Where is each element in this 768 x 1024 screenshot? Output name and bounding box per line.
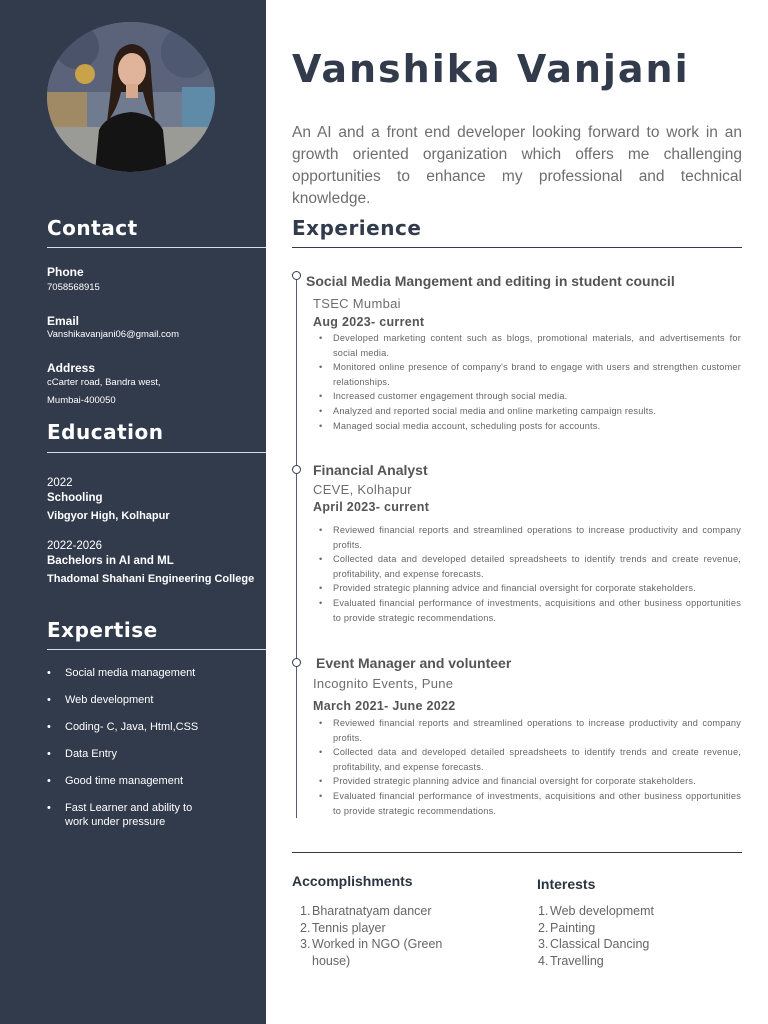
job-bullet: • Developed marketing content such as blogs, promotional materials, and advertisements for social media. [313, 331, 741, 360]
job-title: Financial Analyst [313, 462, 428, 478]
interests-heading: Interests [537, 876, 596, 892]
address-line-1: cCarter road, Bandra west, [47, 377, 161, 388]
job-date: Aug 2023- current [313, 315, 425, 329]
job-bullet: • Increased customer engagement through social media. [313, 389, 741, 404]
accomplishment-item [292, 903, 467, 920]
sidebar [0, 0, 266, 1024]
job-organization: CEVE, Kolhapur [313, 482, 412, 497]
accomplishment-item [292, 936, 467, 969]
list-number: 1. [300, 904, 311, 918]
accomplishment-text: Bharatnatyam dancer [312, 904, 432, 918]
job-title: Social Media Mangement and editing in student council [306, 273, 675, 289]
interest-text: Web developmemt [550, 904, 654, 918]
education-year: 2022 [47, 477, 73, 489]
list-number: 1. [538, 904, 549, 918]
interest-text: Classical Dancing [550, 937, 650, 952]
experience-divider [292, 247, 742, 248]
expertise-item: • Web development [47, 693, 257, 707]
address-label: Address [47, 361, 96, 375]
education-degree: Schooling [47, 492, 103, 504]
expertise-list [47, 666, 257, 829]
job-bullet: • Reviewed financial reports and streamlined operations to increase productivity and company profits. [313, 716, 741, 745]
interest-text: Painting [550, 920, 596, 935]
bottom-divider [292, 852, 742, 853]
job-bullet: • Analyzed and reported social media and online marketing campaign results. [313, 404, 741, 419]
education-divider [47, 452, 266, 453]
list-number: 4. [538, 953, 549, 968]
interest-item [530, 920, 730, 937]
education-degree: Bachelors in AI and ML [47, 555, 174, 567]
expertise-heading: Expertise [47, 618, 158, 642]
expertise-item: • Good time management [47, 774, 257, 788]
accomplishments-list [292, 903, 467, 969]
interest-item [530, 903, 730, 920]
phone-value: 7058568915 [47, 282, 100, 293]
timeline-dot [292, 465, 301, 474]
experience-heading: Experience [292, 216, 422, 240]
expertise-item: • Data Entry [47, 747, 257, 761]
job-bullets [313, 716, 741, 818]
job-date: April 2023- current [313, 500, 430, 514]
education-school: Thadomal Shahani Engineering College [47, 573, 255, 585]
profile-photo [47, 22, 215, 172]
candidate-name: Vanshika Vanjani [292, 47, 690, 91]
email-value: Vanshikavanjani06@gmail.com [47, 329, 179, 340]
interest-text: Travelling [550, 953, 604, 968]
list-number: 2. [300, 920, 311, 935]
list-number: 3. [300, 937, 311, 952]
email-label: Email [47, 314, 80, 328]
accomplishment-item [292, 920, 467, 937]
job-bullets [313, 523, 741, 625]
contact-divider [47, 247, 266, 248]
list-number: 2. [538, 920, 549, 935]
education-heading: Education [47, 420, 164, 444]
accomplishments-heading: Accomplishments [292, 873, 413, 889]
expertise-divider [47, 649, 266, 650]
accomplishment-text: Worked in NGO (Green house) [312, 937, 443, 968]
expertise-item: • Coding- C, Java, Html,CSS [47, 720, 257, 734]
job-bullet: • Collected data and developed detailed spreadsheets to identify trends and create revenue, profitability, and expense forecasts. [313, 552, 741, 581]
interests-list [530, 903, 730, 969]
timeline-dot [292, 271, 301, 280]
timeline-dot [292, 658, 301, 667]
expertise-item: • Fast Learner and ability to work under pressure [47, 801, 195, 829]
job-bullet: • Evaluated financial performance of investments, acquisitions and other business opportunities to provide strategic recommendations. [313, 596, 741, 625]
address-line-2: Mumbai-400050 [47, 395, 116, 406]
phone-label: Phone [47, 265, 84, 279]
timeline-line [296, 276, 297, 818]
job-organization: TSEC Mumbai [313, 296, 401, 311]
education-year: 2022-2026 [47, 540, 102, 552]
job-bullet: • Managed social media account, scheduling posts for accounts. [313, 419, 741, 434]
job-bullet: • Evaluated financial performance of investments, acquisitions and other business opportunities to provide strategic recommendations. [313, 789, 741, 818]
job-bullet: • Provided strategic planning advice and financial oversight for corporate stakeholders. [313, 774, 741, 789]
accomplishment-text: Tennis player [312, 920, 386, 935]
job-bullet: • Monitored online presence of company's brand to engage with users and strengthen customer relationships. [313, 360, 741, 389]
job-bullet: • Provided strategic planning advice and financial oversight for corporate stakeholders. [313, 581, 741, 596]
interest-item [530, 936, 730, 953]
summary: An AI and a front end developer looking forward to work in an growth oriented organization which offers me challenging opportunities to enhance my professional and technical knowledge. [292, 124, 742, 207]
job-date: March 2021- June 2022 [313, 699, 456, 713]
expertise-item: • Social media management [47, 666, 257, 680]
job-title: Event Manager and volunteer [316, 655, 512, 671]
contact-heading: Contact [47, 216, 138, 240]
list-number: 3. [538, 937, 549, 952]
job-organization: Incognito Events, Pune [313, 676, 454, 691]
interest-item [530, 953, 730, 970]
education-school: Vibgyor High, Kolhapur [47, 510, 170, 522]
job-bullets [313, 331, 741, 433]
job-bullet: • Collected data and developed detailed spreadsheets to identify trends and create revenue, profitability, and expense forecasts. [313, 745, 741, 774]
job-bullet: • Reviewed financial reports and streamlined operations to increase productivity and company profits. [313, 523, 741, 552]
